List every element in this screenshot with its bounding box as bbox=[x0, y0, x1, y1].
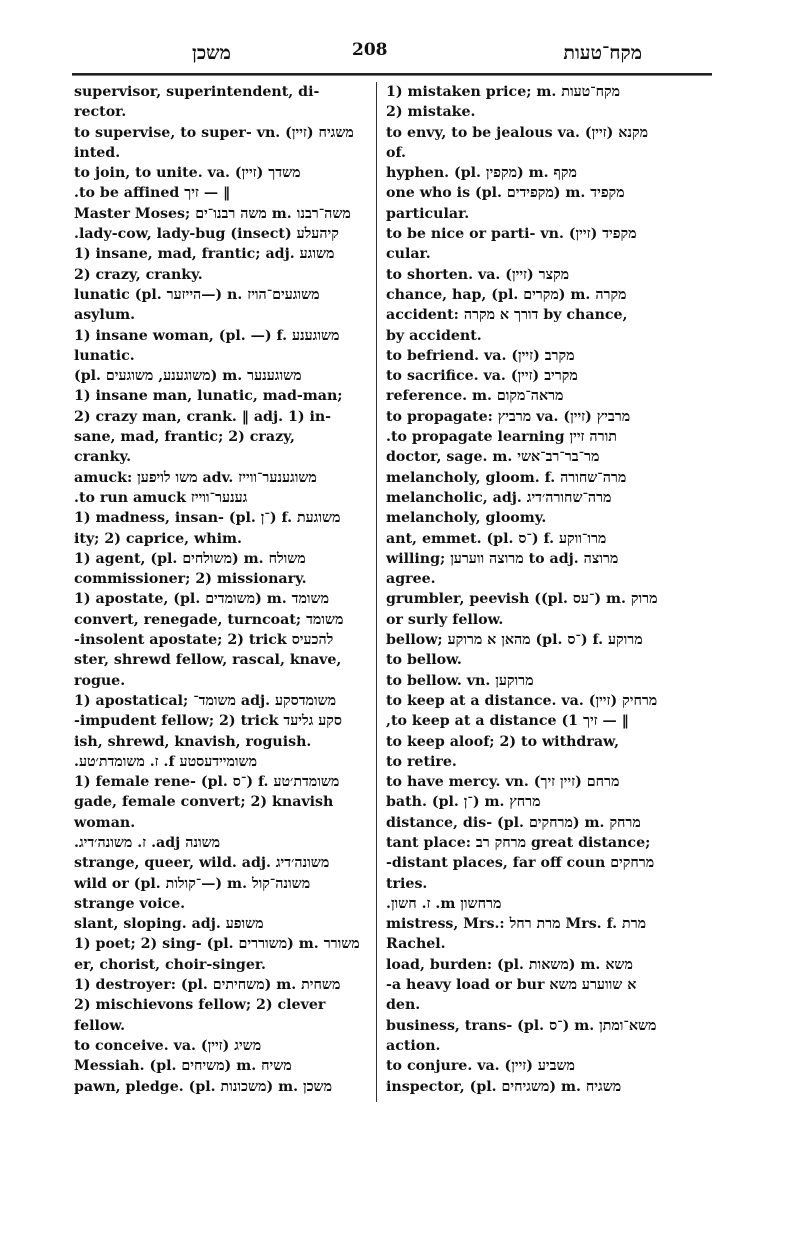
dictionary-line: 1) destroyer: (pl. משחיתים) m. משחית bbox=[74, 977, 341, 994]
dictionary-line: inspector, (pl. משגיחים) m. משגיח bbox=[386, 1078, 622, 1095]
dictionary-line: 1) insane man, lunatic, mad-man; bbox=[74, 388, 343, 405]
column-divider bbox=[376, 82, 377, 1102]
dictionary-line: 1) apostatical; משומד־ adj. משומדסקע bbox=[74, 692, 337, 709]
dictionary-line: to shorten. va. (זיין) מקצר bbox=[386, 266, 570, 283]
dictionary-line: chance, hap, (pl. מקרים) m. מקרה bbox=[386, 286, 627, 303]
dictionary-line: 1) insane woman, (pl. —) f. משוגענע bbox=[74, 327, 340, 344]
dictionary-line: 1) mistaken price; m. מקח־טעות bbox=[386, 84, 621, 100]
dictionary-line: melancholy, gloomy. bbox=[386, 510, 547, 527]
dictionary-line: ster, shrewd fellow, rascal, knave, bbox=[74, 652, 342, 669]
dictionary-line: tant place: מרחק רב great distance; bbox=[386, 834, 651, 851]
dictionary-line: (pl. משוגענע, משוגעים) m. משוגענער bbox=[74, 368, 302, 385]
dictionary-line: ity; 2) caprice, whim. bbox=[74, 530, 242, 547]
dictionary-line: mistress, Mrs.: מרת רחל Mrs. f. מרת bbox=[386, 916, 647, 933]
dictionary-line: מרחקים distant places, far off coun- bbox=[386, 855, 655, 872]
dictionary-line: cranky. bbox=[74, 449, 132, 466]
dictionary-line: gade, female convert; 2) knavish bbox=[74, 794, 334, 811]
dictionary-line: hyphen. (pl. מקפין) m. מקף bbox=[386, 165, 577, 182]
dictionary-line: מרחשון m. ז. חשון. bbox=[386, 895, 502, 912]
dictionary-line: to conjure. va. (זיין) משביע bbox=[386, 1058, 575, 1075]
dictionary-line: lunatic (pl. הייזער—) n. משוגעים־הויז bbox=[74, 286, 320, 303]
dictionary-line: particular. bbox=[386, 205, 470, 222]
dictionary-line: action. bbox=[386, 1037, 441, 1054]
dictionary-line: תורה זיין to propagate learning. bbox=[386, 429, 617, 446]
dictionary-line: to have mercy. vn. (זיין זיך) מרחם bbox=[386, 774, 620, 791]
dictionary-line: 2) crazy man, crank. ‖ adj. 1) in- bbox=[74, 408, 332, 425]
dictionary-line: of. bbox=[386, 144, 406, 161]
dictionary-line: bath. (pl. ־ן) m. מרחץ bbox=[386, 794, 541, 811]
dictionary-line: to propagate: מרביץ va. (זיין) מרביץ bbox=[386, 408, 631, 425]
dictionary-line: commissioner; 2) missionary. bbox=[74, 571, 307, 588]
dictionary-line: 1) agent, (pl. משולחים) m. משולח bbox=[74, 550, 306, 567]
dictionary-line: to bellow. bbox=[386, 652, 462, 669]
page-header bbox=[72, 38, 712, 72]
dictionary-line: 1) female rene- (pl. ־ס) f. משומדת׳טע bbox=[74, 774, 340, 791]
dictionary-line: to be nice or parti- vn. (זיין) מקפיד bbox=[386, 226, 637, 243]
dictionary-line: accident: דורך א מקרה by chance, bbox=[386, 307, 628, 324]
dictionary-line: to retire. bbox=[386, 753, 457, 770]
dictionary-line: 2) mischievons fellow; 2) clever bbox=[74, 997, 326, 1014]
dictionary-line: to supervise, to super- vn. (זיין) משגיח bbox=[74, 124, 354, 141]
dictionary-line: cular. bbox=[386, 246, 431, 263]
page-number: 208 bbox=[352, 40, 388, 60]
dictionary-line: to envy, to be jealous va. (זיין) מקנא bbox=[386, 124, 649, 141]
dictionary-line: or surly fellow. bbox=[386, 611, 504, 628]
dictionary-line: reference. m. מראה־מקום bbox=[386, 388, 564, 405]
right-column bbox=[386, 82, 686, 1097]
dictionary-line: 1) insane, mad, frantic; adj. משוגע bbox=[74, 246, 335, 263]
dictionary-line: 1) poet; 2) sing- (pl. משוררים) m. משורר bbox=[74, 936, 360, 953]
dictionary-line: slant, sloping. adj. משופע bbox=[74, 916, 264, 933]
dictionary-line: ant, emmet. (pl. ־ס) f. מרו־ווקע bbox=[386, 530, 607, 547]
dictionary-line: קיהעלע lady-cow, lady-bug (insect). bbox=[74, 226, 339, 243]
dictionary-line: to keep aloof; 2) to withdraw, bbox=[386, 733, 620, 750]
dictionary-line: melancholy, gloom. f. מרה־שחורה bbox=[386, 469, 627, 486]
dictionary-line: lunatic. bbox=[74, 347, 135, 364]
dictionary-line: asylum. bbox=[74, 307, 136, 324]
dictionary-line: to bellow. vn. מרוקען bbox=[386, 672, 534, 689]
dictionary-line: to join, to unite. va. (זיין) משדך bbox=[74, 165, 301, 182]
dictionary-line: bellow; מהאן א מרוקע (pl. ־ס) f. מרוקע bbox=[386, 632, 643, 649]
dictionary-line: א שווערע משא a heavy load or bur- bbox=[386, 977, 637, 994]
dictionary-line: convert, renegade, turncoat; משומד bbox=[74, 611, 344, 628]
dictionary-line: inted. bbox=[74, 144, 121, 161]
dictionary-line: 1) apostate, (pl. משומדים) m. משומד bbox=[74, 591, 329, 608]
dictionary-line: to sacrifice. va. (זיין) מקריב bbox=[386, 368, 578, 385]
dictionary-line: rogue. bbox=[74, 672, 126, 689]
header-rule bbox=[72, 73, 712, 76]
dictionary-line: sane, mad, frantic; 2) crazy, bbox=[74, 429, 295, 446]
dictionary-line: ish, shrewd, knavish, roguish. bbox=[74, 733, 312, 750]
dictionary-line: to conceive. va. (זיין) משיג bbox=[74, 1037, 262, 1054]
dictionary-line: distance, dis- (pl. מרחקים) m. מרחק bbox=[386, 814, 641, 831]
dictionary-line: rector. bbox=[74, 104, 127, 121]
dictionary-line: er, chorist, choir-singer. bbox=[74, 956, 266, 973]
dictionary-line: להכעיס insolent apostate; 2) trick- bbox=[74, 632, 334, 649]
dictionary-line: tries. bbox=[386, 875, 428, 892]
dictionary-line: business, trans- (pl. ־ס) m. משא־ומתן bbox=[386, 1017, 657, 1034]
dictionary-line: supervisor, superintendent, di- bbox=[74, 84, 320, 100]
dictionary-line: willing; מרוצה ווערען to adj. מרוצה bbox=[386, 550, 619, 567]
dictionary-line: Rachel. bbox=[386, 936, 446, 953]
dictionary-line: 1) madness, insan- (pl. ־ן) f. משוגעת bbox=[74, 510, 341, 527]
dictionary-line: by accident. bbox=[386, 327, 482, 344]
dictionary-line: סקע גליעד impudent fellow; 2) trick- bbox=[74, 713, 342, 730]
dictionary-line: amuck: משו לויפען adv. משוגענער־ווייז bbox=[74, 469, 317, 486]
dictionary-line: melancholic, adj. מרה־שחורה׳דיג bbox=[386, 489, 612, 506]
dictionary-line: Master Moses; משה רבנו־ים m. משה־רבנו bbox=[74, 205, 351, 222]
dictionary-line: doctor, sage. m. מר־בר־רב־אשי bbox=[386, 449, 600, 466]
running-head-last-word: משכן bbox=[192, 42, 231, 64]
dictionary-line: wild or (pl. ־קולות—) m. משונה־קול bbox=[74, 875, 311, 892]
dictionary-line: 2) crazy, cranky. bbox=[74, 266, 203, 283]
dictionary-line: strange voice. bbox=[74, 895, 186, 912]
dictionary-line: agree. bbox=[386, 571, 436, 588]
dictionary-line: גענער־ווייז to run amuck. bbox=[74, 489, 248, 506]
dictionary-line: one who is (pl. מקפידים) m. מקפיד bbox=[386, 185, 625, 202]
dictionary-line: 2) mistake. bbox=[386, 104, 476, 121]
running-head-first-word: מקח־טעות bbox=[563, 42, 642, 64]
dictionary-line: ‖ — זיך 1) to keep at a distance, bbox=[386, 713, 629, 730]
dictionary-line: den. bbox=[386, 997, 421, 1014]
dictionary-line: load, burden: (pl. משאות) m. משא bbox=[386, 956, 633, 973]
dictionary-line: to befriend. va. (זיין) מקרב bbox=[386, 347, 575, 364]
dictionary-line: Messiah. (pl. משיחים) m. משיח bbox=[74, 1058, 292, 1075]
dictionary-line: strange, queer, wild. adj. משונה׳דיג bbox=[74, 855, 330, 872]
dictionary-line: fellow. bbox=[74, 1017, 126, 1034]
dictionary-line: pawn, pledge. (pl. משכונות) m. משכן bbox=[74, 1078, 332, 1095]
dictionary-line: grumbler, peevish ((pl. ־עס) m. מרוק bbox=[386, 591, 658, 608]
dictionary-line: משונה adj. ז. משונה׳דיג. bbox=[74, 834, 221, 851]
dictionary-line: to keep at a distance. va. (זיין) מרחיק bbox=[386, 692, 658, 709]
dictionary-line: ‖ — זיך to be affined. bbox=[74, 185, 231, 202]
left-column bbox=[74, 82, 370, 1097]
dictionary-line: משומיידעסטע f. ז. משומדת׳טע. bbox=[74, 753, 258, 770]
dictionary-line: woman. bbox=[74, 814, 136, 831]
